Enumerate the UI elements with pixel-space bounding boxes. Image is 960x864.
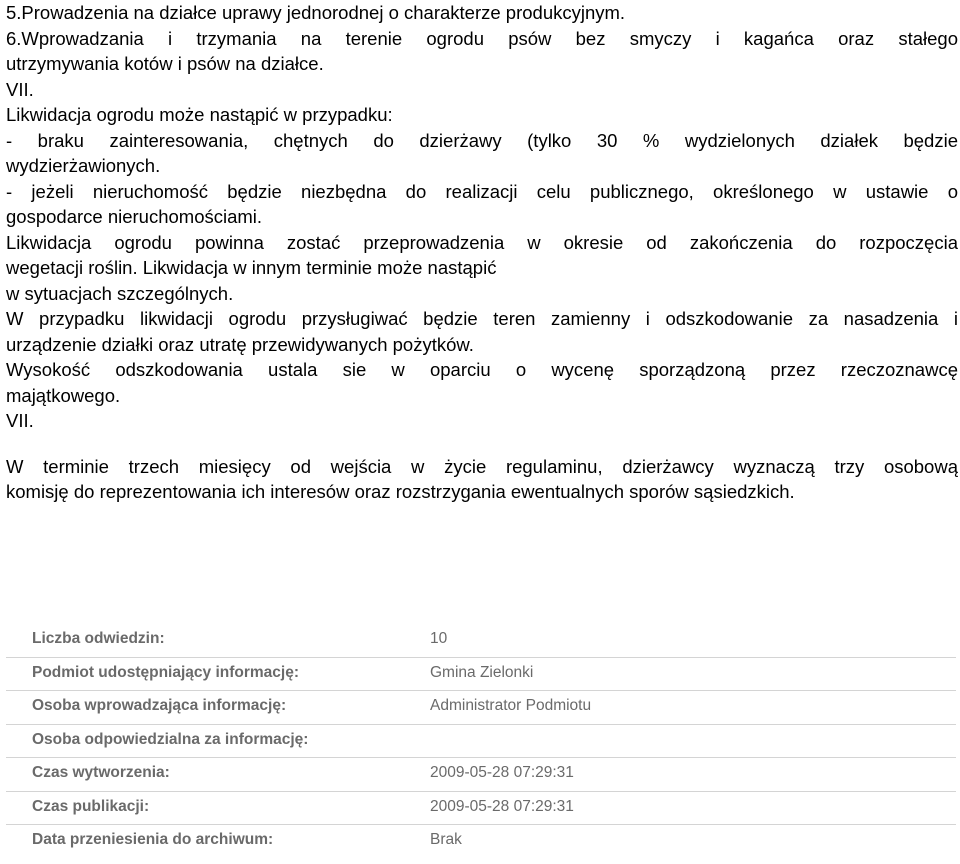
text-line: W terminie trzech miesięcy od wejścia w życie regulaminu, dzierżawcy wyznaczą trzy osobową [6, 455, 958, 477]
metadata-value: Brak [430, 831, 462, 848]
text-line: wegetacji roślin. Likwidacja w innym terminie może nastąpić [6, 257, 497, 278]
text-line: majątkowego. [6, 384, 121, 406]
metadata-value: 2009-05-28 07:29:31 [430, 797, 574, 815]
metadata-row [6, 725, 956, 759]
metadata-row [6, 691, 956, 725]
text-line: Likwidacja ogrodu może nastąpić w przypadku: [6, 104, 393, 125]
metadata-value: 2009-05-28 07:29:31 [430, 764, 574, 781]
document-body [6, 0, 958, 505]
metadata-label: Podmiot udostępniający informację: [32, 663, 299, 681]
metadata-row [6, 758, 956, 792]
paragraph-gap [6, 434, 958, 454]
text-line: Wysokość odszkodowania ustala sie w oparciu o wycenę sporządzoną przez rzeczoznawcę [6, 359, 958, 380]
text-line: - braku zainteresowania, chętnych do dzierżawy (tylko 30 % wydzielonych działek będzie [6, 129, 958, 151]
metadata-row [6, 825, 956, 858]
text-line: 6.Wprowadzania i trzymania na terenie ogrodu psów bez smyczy i kagańca oraz stałego [6, 27, 958, 49]
metadata-label: Osoba odpowiedzialna za informację: [32, 730, 309, 748]
metadata-label: Czas publikacji: [32, 797, 150, 815]
text-line: 5.Prowadzenia na działce uprawy jednorodnej o charakterze produkcyjnym. [6, 2, 626, 23]
metadata-table [6, 624, 956, 858]
section-heading: VII. [6, 78, 34, 100]
metadata-label: Data przeniesienia do archiwum: [32, 831, 274, 848]
metadata-value: Gmina Zielonki [430, 663, 534, 681]
text-line: - jeżeli nieruchomość będzie niezbędna do realizacji celu publicznego, określonego w ustawie o [6, 180, 958, 202]
metadata-label: Osoba wprowadzająca informację: [32, 697, 287, 714]
text-line: gospodarce nieruchomościami. [6, 206, 263, 227]
metadata-row [6, 792, 956, 826]
text-line: utrzymywania kotów i psów na działce. [6, 53, 324, 74]
metadata-label: Czas wytworzenia: [32, 764, 170, 781]
text-line: komisję do reprezentowania ich interesów oraz rozstrzygania ewentualnych sporów sąsiedzkich. [6, 481, 795, 502]
text-line: urządzenie działki oraz utratę przewidywanych pożytków. [6, 333, 474, 355]
text-line: W przypadku likwidacji ogrodu przysługiwać będzie teren zamienny i odszkodowanie za nasadzenia i [6, 308, 958, 329]
metadata-value: 10 [430, 630, 448, 647]
metadata-value: Administrator Podmiotu [430, 697, 592, 714]
section-heading: VII. [6, 410, 34, 431]
metadata-row [6, 624, 956, 658]
text-line: Likwidacja ogrodu powinna zostać przeprowadzenia w okresie od zakończenia do rozpoczęcia [6, 231, 958, 253]
metadata-label: Liczba odwiedzin: [32, 630, 165, 647]
text-line: wydzierżawionych. [6, 155, 161, 176]
text-line: w sytuacjach szczególnych. [6, 282, 234, 304]
metadata-row [6, 658, 956, 692]
